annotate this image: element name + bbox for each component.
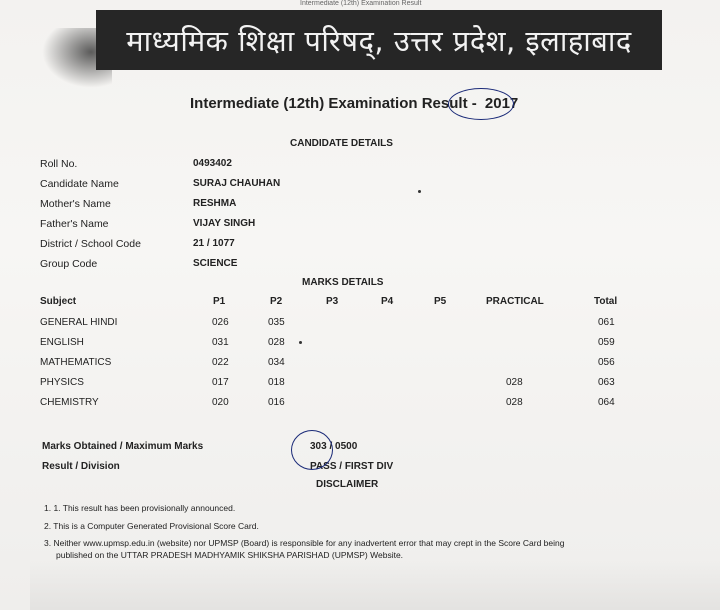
board-banner [96,10,662,70]
disclaimer-item: 3. Neither www.upmsp.edu.in (website) nor UPMSP (Board) is responsible for any inadvertent error that may crept in the Score Card being [44,538,565,548]
subject-total: 064 [598,397,615,408]
disclaimer-item-continued: published on the UTTAR PRADESH MADHYAMIK SHIKSHA PARISHAD (UPMSP) Website. [56,550,404,560]
district-code-label: District / School Code [40,238,141,250]
marks-pen-circle [291,430,333,470]
col-p3: P3 [326,296,339,307]
district-code-value: 21 / 1077 [193,238,235,249]
marks-obtained-value: 303 / 0500 [310,441,358,452]
subject-p1: 022 [212,357,229,368]
roll-no-value: 0493402 [193,158,232,169]
subject-p2: 034 [268,357,285,368]
subject-p2: 016 [268,397,285,408]
col-p2: P2 [270,296,283,307]
group-code-value: SCIENCE [193,258,238,269]
mother-name-value: RESHMA [193,198,237,209]
subject-name: CHEMISTRY [40,397,99,408]
mother-name-label: Mother's Name [40,198,111,210]
disclaimer-item: 2. This is a Computer Generated Provisional Score Card. [44,521,259,531]
title-text: Intermediate (12th) Examination Result - [190,95,477,112]
subject-p1: 026 [212,317,229,328]
subject-practical: 028 [506,377,523,388]
result-division-value: PASS / FIRST DIV [310,461,394,472]
candidate-name-value: SURAJ CHAUHAN [193,178,281,189]
subject-total: 056 [598,357,615,368]
subject-name: ENGLISH [40,337,84,348]
col-subject: Subject [40,296,77,307]
subject-p1: 020 [212,397,229,408]
subject-p2: 018 [268,377,285,388]
marks-obtained-label: Marks Obtained / Maximum Marks [42,441,204,452]
ink-dot [418,190,421,193]
subject-total: 061 [598,317,615,328]
result-division-label: Result / Division [42,461,120,472]
top-note: Intermediate (12th) Examination Result [300,0,422,7]
board-name-hindi: माध्यमिक शिक्षा परिषद्, उत्तर प्रदेश, इलाहाबाद [126,23,632,58]
subject-name: MATHEMATICS [40,357,112,368]
father-name-label: Father's Name [40,218,109,230]
subject-total: 063 [598,377,615,388]
subject-p2: 035 [268,317,285,328]
col-practical: PRACTICAL [486,296,544,307]
col-p5: P5 [434,296,447,307]
disclaimer-item: 1. 1. This result has been provisionally announced. [44,503,236,513]
father-name-value: VIJAY SINGH [193,218,256,229]
subject-name: GENERAL HINDI [40,317,118,328]
marks-details-heading: MARKS DETAILS [302,277,384,288]
subject-p2: 028 [268,337,285,348]
subject-total: 059 [598,337,615,348]
subject-p1: 031 [212,337,229,348]
col-p1: P1 [213,296,226,307]
col-p4: P4 [381,296,394,307]
paper-fold-shadow [30,560,720,610]
candidate-name-label: Candidate Name [40,178,119,190]
subject-name: PHYSICS [40,377,84,388]
disclaimer-heading: DISCLAIMER [316,479,379,490]
subject-practical: 028 [506,397,523,408]
group-code-label: Group Code [40,258,98,270]
title-year: 2017 [484,95,519,112]
candidate-details-heading: CANDIDATE DETAILS [290,138,393,149]
col-total: Total [594,296,618,307]
ink-dot [299,341,302,344]
roll-no-label: Roll No. [40,158,78,170]
subject-p1: 017 [212,377,229,388]
year-pen-circle [448,88,514,120]
